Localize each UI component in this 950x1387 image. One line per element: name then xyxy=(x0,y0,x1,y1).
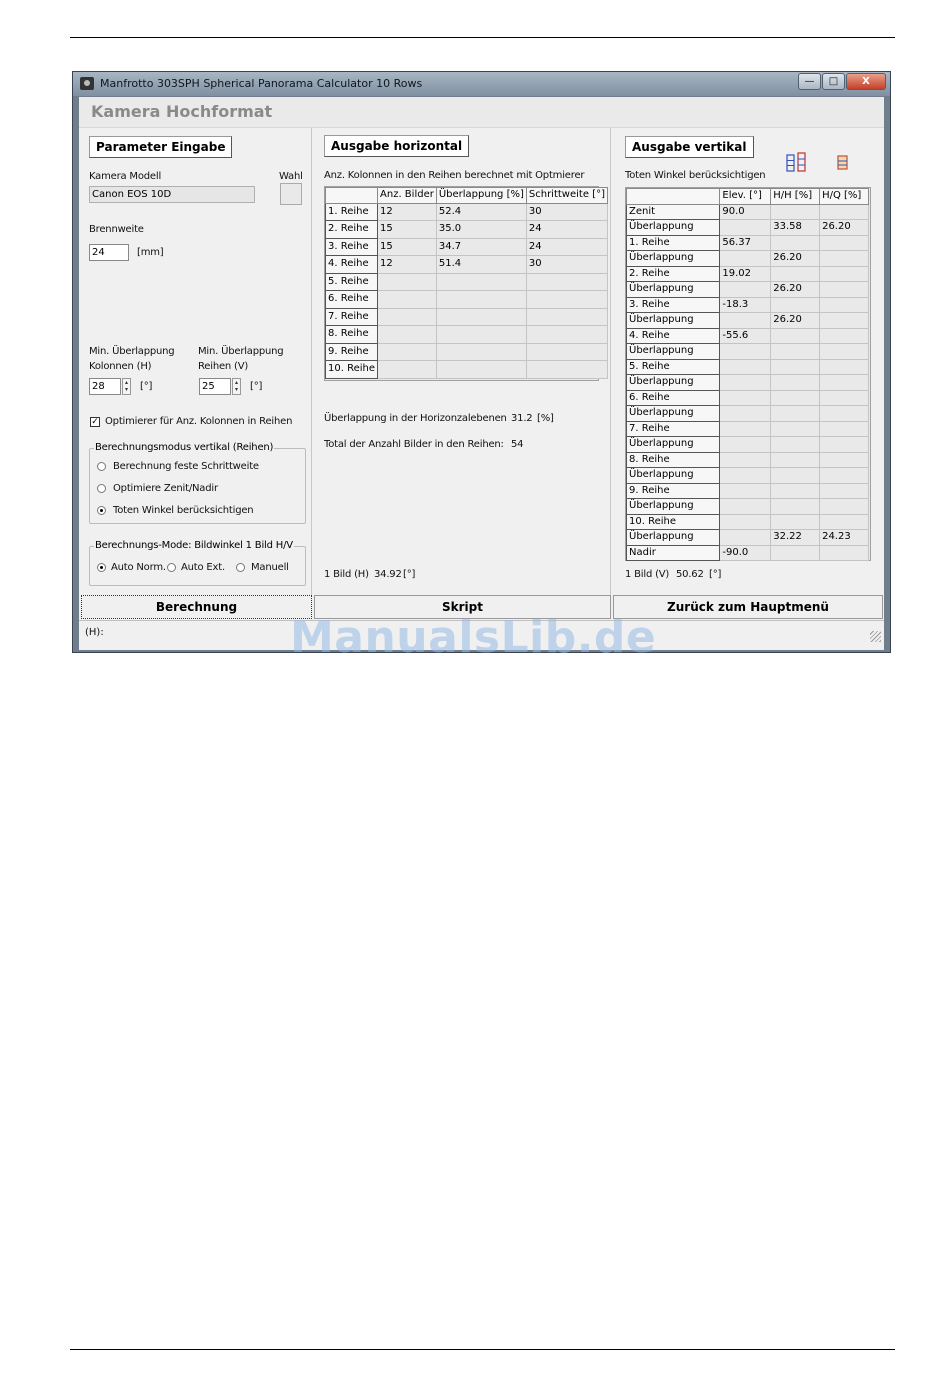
table-cell xyxy=(720,359,771,375)
angle-label-auto-ext: Auto Ext. xyxy=(181,562,225,573)
table-cell: 30 xyxy=(526,203,607,221)
row-label: Überlappung xyxy=(627,375,720,391)
table-cell xyxy=(820,344,869,360)
table-cell xyxy=(771,328,820,344)
row-label: 10. Reihe xyxy=(326,361,378,379)
page-rule-bottom xyxy=(70,1349,895,1350)
table-row xyxy=(627,375,869,391)
table-cell xyxy=(378,291,437,309)
table-cell xyxy=(820,251,869,267)
table-row xyxy=(627,545,869,561)
table-cell xyxy=(720,483,771,499)
table-row xyxy=(326,256,608,274)
table-row xyxy=(326,343,608,361)
table-cell: 24.23 xyxy=(820,530,869,546)
row-label: 7. Reihe xyxy=(627,421,720,437)
row-label: 5. Reihe xyxy=(326,273,378,291)
watermark: ManualsLib.de xyxy=(290,612,657,663)
table-row xyxy=(627,514,869,530)
table-corner xyxy=(627,189,720,205)
table-cell: 24 xyxy=(526,221,607,239)
mode-label-fixed-step: Berechnung feste Schrittweite xyxy=(113,461,259,472)
table-cell xyxy=(378,361,437,379)
row-label: Überlappung xyxy=(627,220,720,236)
vertical-mode-title: Berechnungsmodus vertikal (Reihen) xyxy=(95,442,274,453)
vertical-output-button[interactable]: Ausgabe vertikal xyxy=(625,136,754,158)
table-cell: 33.58 xyxy=(771,220,820,236)
table-cell xyxy=(820,545,869,561)
row-label: Überlappung xyxy=(627,406,720,422)
table-cell: 24 xyxy=(526,238,607,256)
row-label: Überlappung xyxy=(627,437,720,453)
table-cell: 19.02 xyxy=(720,266,771,282)
table-cell: 12 xyxy=(378,203,437,221)
table-cell xyxy=(820,313,869,329)
table-row xyxy=(627,235,869,251)
table-cell: 12 xyxy=(378,256,437,274)
row-label: Überlappung xyxy=(627,313,720,329)
client-area xyxy=(79,97,884,650)
total-images-value: 54 xyxy=(511,439,524,450)
table-cell xyxy=(771,421,820,437)
overlap-v-stepper[interactable]: ▴ ▾ xyxy=(232,378,241,395)
column-header: Elev. [°] xyxy=(720,189,771,205)
table-cell xyxy=(820,483,869,499)
parameter-panel xyxy=(79,128,312,595)
table-cell xyxy=(820,390,869,406)
table-cell xyxy=(771,390,820,406)
table-cell xyxy=(771,499,820,515)
table-cell xyxy=(820,235,869,251)
table-row xyxy=(627,359,869,375)
vertical-output-panel xyxy=(613,128,883,595)
row-label: Überlappung xyxy=(627,530,720,546)
table-cell xyxy=(526,326,607,344)
close-button[interactable]: X xyxy=(846,73,886,90)
angle-radio-manual[interactable] xyxy=(236,563,245,572)
overlap-v-label-2: Reihen (V) xyxy=(198,361,249,372)
table-row xyxy=(326,273,608,291)
row-label: 6. Reihe xyxy=(627,390,720,406)
table-cell xyxy=(771,437,820,453)
angle-radio-auto-ext[interactable] xyxy=(167,563,176,572)
script-button[interactable]: Skript xyxy=(314,595,611,619)
table-cell xyxy=(820,437,869,453)
row-label: 4. Reihe xyxy=(326,256,378,274)
table-cell: 34.7 xyxy=(436,238,526,256)
table-cell xyxy=(720,421,771,437)
row-label: 2. Reihe xyxy=(627,266,720,282)
row-label: 6. Reihe xyxy=(326,291,378,309)
table-cell xyxy=(820,452,869,468)
table-cell xyxy=(720,390,771,406)
page-header xyxy=(79,97,884,128)
app-window xyxy=(72,71,891,653)
vertical-mode-group xyxy=(89,442,306,524)
table-cell xyxy=(720,468,771,484)
table-cell xyxy=(526,291,607,309)
table-cell xyxy=(820,266,869,282)
table-cell xyxy=(436,291,526,309)
row-label: Zenit xyxy=(627,204,720,220)
table-cell: -18.3 xyxy=(720,297,771,313)
table-cell xyxy=(720,251,771,267)
wahl-label: Wahl xyxy=(279,171,303,182)
table-cell xyxy=(436,273,526,291)
calculate-button[interactable]: Berechnung xyxy=(81,595,312,619)
camera-model-field[interactable]: Canon EOS 10D xyxy=(89,186,255,203)
horizontal-desc: Anz. Kolonnen in den Reihen berechnet mit Optmierer xyxy=(324,170,585,181)
row-label: 3. Reihe xyxy=(627,297,720,313)
table-cell xyxy=(720,344,771,360)
table-row xyxy=(627,297,869,313)
table-cell: 15 xyxy=(378,238,437,256)
table-cell xyxy=(436,361,526,379)
table-cell xyxy=(771,297,820,313)
table-row xyxy=(627,344,869,360)
table-row xyxy=(627,483,869,499)
focal-length-label: Brennweite xyxy=(89,224,144,235)
row-label: Überlappung xyxy=(627,344,720,360)
table-cell xyxy=(771,344,820,360)
table-cell xyxy=(771,235,820,251)
overlap-v-unit: [°] xyxy=(250,381,263,392)
table-cell xyxy=(378,326,437,344)
angle-label-manual: Manuell xyxy=(251,562,289,573)
angle-radio-auto-norm[interactable] xyxy=(97,563,106,572)
one-image-v-label: 1 Bild (V) xyxy=(625,569,670,580)
table-cell xyxy=(820,328,869,344)
row-label: 10. Reihe xyxy=(627,514,720,530)
table-cell xyxy=(771,359,820,375)
row-label: 2. Reihe xyxy=(326,221,378,239)
table-row xyxy=(326,326,608,344)
table-cell: -55.6 xyxy=(720,328,771,344)
table-cell: 56.37 xyxy=(720,235,771,251)
table-cell xyxy=(771,452,820,468)
row-label: 8. Reihe xyxy=(627,452,720,468)
row-label: Überlappung xyxy=(627,251,720,267)
table-row xyxy=(627,204,869,220)
row-label: Überlappung xyxy=(627,468,720,484)
table-cell xyxy=(720,499,771,515)
table-cell xyxy=(771,483,820,499)
table-row xyxy=(627,437,869,453)
table-cell xyxy=(820,421,869,437)
table-cell xyxy=(771,545,820,561)
horizon-overlap-label: Überlappung in der Horizonzalebenen xyxy=(324,413,507,424)
table-cell xyxy=(436,326,526,344)
table-cell xyxy=(720,452,771,468)
table-cell xyxy=(378,308,437,326)
table-cell xyxy=(820,499,869,515)
row-label: 1. Reihe xyxy=(627,235,720,251)
table-row xyxy=(627,266,869,282)
table-cell: 15 xyxy=(378,221,437,239)
table-cell: 30 xyxy=(526,256,607,274)
table-cell xyxy=(436,308,526,326)
table-row xyxy=(326,291,608,309)
horizon-overlap-value: 31.2 xyxy=(511,413,533,424)
table-cell: 26.20 xyxy=(771,282,820,298)
table-cell xyxy=(820,297,869,313)
page-title: Kamera Hochformat xyxy=(91,102,273,121)
horizontal-output-button[interactable]: Ausgabe horizontal xyxy=(324,135,469,157)
table-cell xyxy=(820,359,869,375)
one-image-h-value: 34.92 xyxy=(374,569,402,580)
status-text: (H): xyxy=(85,627,104,638)
mode-radio-dead-angle[interactable] xyxy=(97,506,106,515)
table-cell xyxy=(526,273,607,291)
table-row xyxy=(627,468,869,484)
table-cell xyxy=(526,308,607,326)
column-header: H/H [%] xyxy=(771,189,820,205)
table-cell xyxy=(771,468,820,484)
row-label: 1. Reihe xyxy=(326,203,378,221)
single-frame-icon[interactable] xyxy=(835,152,851,172)
camera-select-button[interactable] xyxy=(280,183,302,205)
optimizer-label: Optimierer für Anz. Kolonnen in Reihen xyxy=(105,416,293,427)
table-row xyxy=(627,452,869,468)
vertical-desc: Toten Winkel berücksichtigen xyxy=(625,170,766,181)
mode-radio-fixed-step[interactable] xyxy=(97,462,106,471)
window-title: Manfrotto 303SPH Spherical Panorama Calculator 10 Rows xyxy=(100,77,423,90)
vertical-table xyxy=(626,188,869,561)
table-cell xyxy=(771,514,820,530)
table-cell: 90.0 xyxy=(720,204,771,220)
row-label: 8. Reihe xyxy=(326,326,378,344)
resize-grip-icon[interactable] xyxy=(870,631,881,642)
mode-radio-zenith-nadir[interactable] xyxy=(97,484,106,493)
overlap-h-label-2: Kolonnen (H) xyxy=(89,361,152,372)
row-label: Nadir xyxy=(627,545,720,561)
camera-icon xyxy=(80,77,94,90)
table-cell xyxy=(771,375,820,391)
table-cell xyxy=(820,468,869,484)
row-label: 9. Reihe xyxy=(326,343,378,361)
parameter-input-button[interactable]: Parameter Eingabe xyxy=(89,136,232,158)
table-corner xyxy=(326,188,378,204)
table-cell xyxy=(720,530,771,546)
column-header: Überlappung [%] xyxy=(436,188,526,204)
optimizer-checkbox[interactable]: ✓ xyxy=(91,417,99,427)
table-cell xyxy=(526,343,607,361)
table-row xyxy=(627,328,869,344)
table-row xyxy=(326,238,608,256)
table-cell xyxy=(720,220,771,236)
column-header: Schrittweite [°] xyxy=(526,188,607,204)
row-label: 3. Reihe xyxy=(326,238,378,256)
table-cell xyxy=(820,406,869,422)
one-image-v-value: 50.62 xyxy=(676,569,704,580)
table-cell: 26.20 xyxy=(771,251,820,267)
overlap-h-label-1: Min. Überlappung xyxy=(89,346,175,357)
column-header: H/Q [%] xyxy=(820,189,869,205)
table-row xyxy=(326,221,608,239)
horizon-overlap-unit: [%] xyxy=(537,413,554,424)
row-label: 5. Reihe xyxy=(627,359,720,375)
focal-length-unit: [mm] xyxy=(137,247,164,258)
page-rule-top xyxy=(70,37,895,38)
table-row xyxy=(326,308,608,326)
maximize-button[interactable]: □ xyxy=(822,73,845,90)
table-cell xyxy=(720,406,771,422)
row-label: Überlappung xyxy=(627,499,720,515)
table-cell xyxy=(820,282,869,298)
table-cell xyxy=(820,204,869,220)
horizontal-output-panel xyxy=(314,128,611,595)
overlap-h-unit: [°] xyxy=(140,381,153,392)
table-cell xyxy=(720,514,771,530)
column-header: Anz. Bilder xyxy=(378,188,437,204)
back-to-main-menu-button[interactable]: Zurück zum Hauptmenü xyxy=(613,595,883,619)
table-cell xyxy=(720,375,771,391)
overlap-v-label-1: Min. Überlappung xyxy=(198,346,284,357)
camera-model-label: Kamera Modell xyxy=(89,171,162,182)
focal-length-input[interactable]: 24 xyxy=(89,244,129,261)
rows-columns-icon[interactable] xyxy=(786,152,810,174)
table-cell xyxy=(720,282,771,298)
table-cell: 26.20 xyxy=(820,220,869,236)
angle-label-auto-norm: Auto Norm. xyxy=(111,562,166,573)
table-cell xyxy=(771,406,820,422)
table-cell xyxy=(378,343,437,361)
one-image-h-unit: [°] xyxy=(403,569,416,580)
table-cell xyxy=(820,514,869,530)
minimize-button[interactable]: — xyxy=(798,73,821,90)
table-row xyxy=(326,203,608,221)
table-row xyxy=(627,530,869,546)
mode-label-zenith-nadir: Optimiere Zenit/Nadir xyxy=(113,483,218,494)
row-label: Überlappung xyxy=(627,282,720,298)
table-cell xyxy=(378,273,437,291)
one-image-v-unit: [°] xyxy=(709,569,722,580)
total-images-label: Total der Anzahl Bilder in den Reihen: xyxy=(324,439,504,450)
row-label: 4. Reihe xyxy=(627,328,720,344)
row-label: 9. Reihe xyxy=(627,483,720,499)
angle-mode-group xyxy=(89,540,306,586)
table-cell xyxy=(720,313,771,329)
table-row xyxy=(627,220,869,236)
table-cell: 32.22 xyxy=(771,530,820,546)
table-row xyxy=(627,282,869,298)
mode-label-dead-angle: Toten Winkel berücksichtigen xyxy=(113,505,254,516)
table-cell: 51.4 xyxy=(436,256,526,274)
row-label: 7. Reihe xyxy=(326,308,378,326)
horizontal-table xyxy=(325,187,608,379)
title-bar[interactable] xyxy=(73,72,890,96)
table-cell xyxy=(771,266,820,282)
table-cell: -90.0 xyxy=(720,545,771,561)
overlap-v-input[interactable]: 25 xyxy=(199,378,231,395)
table-row xyxy=(326,361,608,379)
table-cell: 35.0 xyxy=(436,221,526,239)
table-row xyxy=(627,313,869,329)
angle-mode-title: Berechnungs-Mode: Bildwinkel 1 Bild H/V xyxy=(95,540,293,551)
table-row xyxy=(627,390,869,406)
table-row xyxy=(627,251,869,267)
table-cell xyxy=(771,204,820,220)
table-row xyxy=(627,421,869,437)
table-cell: 52.4 xyxy=(436,203,526,221)
table-cell: 26.20 xyxy=(771,313,820,329)
overlap-h-input[interactable]: 28 xyxy=(89,378,121,395)
table-cell xyxy=(526,361,607,379)
table-cell xyxy=(720,437,771,453)
one-image-h-label: 1 Bild (H) xyxy=(324,569,369,580)
table-row xyxy=(627,499,869,515)
table-cell xyxy=(820,375,869,391)
table-row xyxy=(627,406,869,422)
overlap-h-stepper[interactable]: ▴ ▾ xyxy=(122,378,131,395)
table-cell xyxy=(436,343,526,361)
